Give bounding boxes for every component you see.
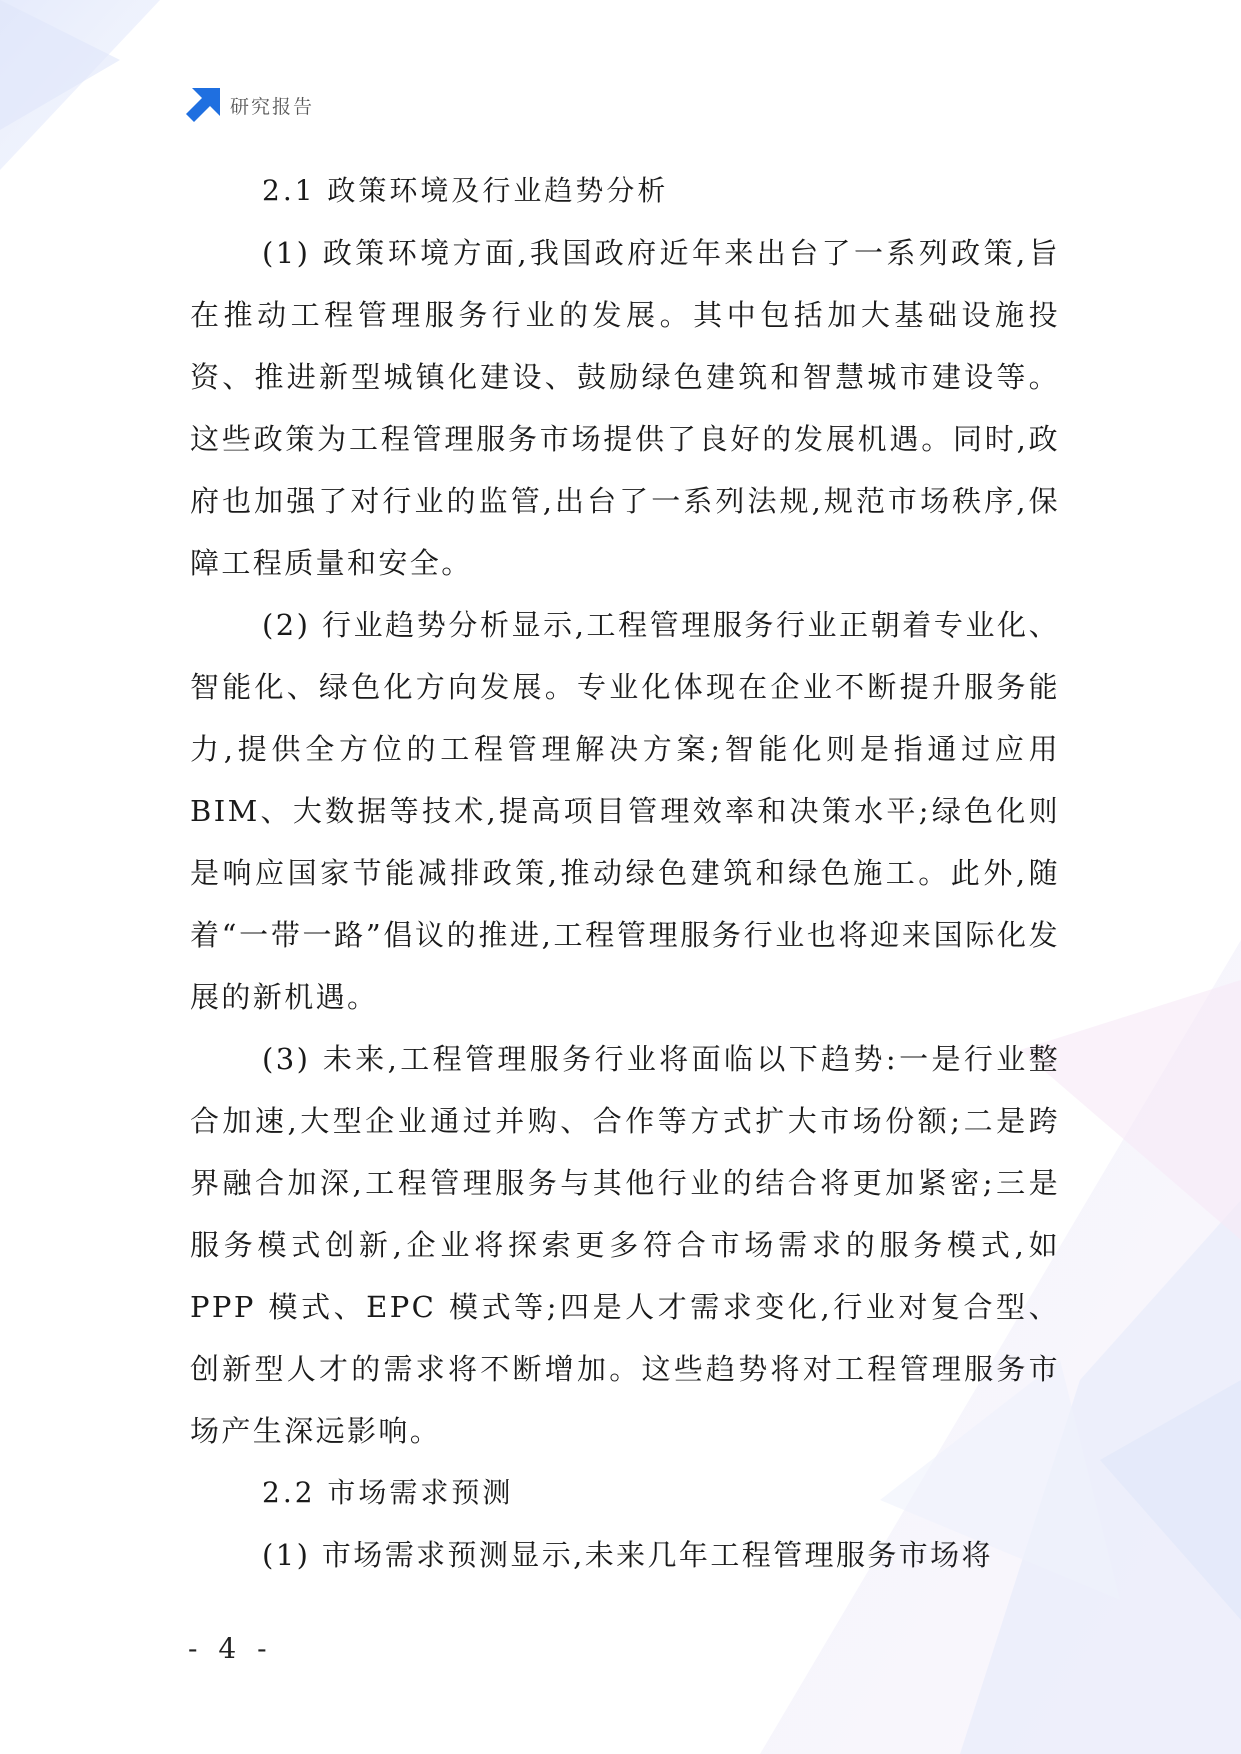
paragraph: (1) 政策环境方面,我国政府近年来出台了一系列政策,旨在推动工程管理服务行业的发展。其中包括加大基础设施投资、推进新型城镇化建设、鼓励绿色建筑和智慧城市建设等。这些政策为工程管理服务市场提供了良好的发展机遇。同时,政府也加强了对行业的监管,出台了一系列法规,规范市场秩序,保障工程质量和安全。 [190,236,1060,580]
arrow-logo-icon [186,88,220,122]
paragraph: (2) 行业趋势分析显示,工程管理服务行业正朝着专业化、智能化、绿色化方向发展。专业化体现在企业不断提升服务能力,提供全方位的工程管理解决方案;智能化则是指通过应用 BIM、大数据等技术,提高项目管理效率和决策水平;绿色化则是响应国家节能减排政策,推动绿色建筑和绿色施工。此外,随着“一带一路”倡议的推进,工程管理服务行业也将迎来国际化发展的新机遇。 [190,608,1060,1014]
report-header [186,88,314,122]
page-number: - 4 - [188,1632,273,1665]
paragraph: (3) 未来,工程管理服务行业将面临以下趋势:一是行业整合加速,大型企业通过并购、合作等方式扩大市场份额;二是跨界融合加深,工程管理服务与其他行业的结合将更加紧密;三是服务模式创新,企业将探索更多符合市场需求的服务模式,如 PPP 模式、EPC 模式等;四是人才需求变化,行业对复合型、创新型人才的需求将不断增加。这些趋势将对工程管理服务市场产生深远影响。 [190,1042,1060,1448]
header-title: 研究报告 [230,95,315,118]
section-heading: 2.2 市场需求预测 [262,1476,514,1509]
paragraph: (1) 市场需求预测显示,未来几年工程管理服务市场将 [262,1538,993,1572]
section-heading: 2.1 政策环境及行业趋势分析 [262,174,669,207]
document-body [190,160,1060,1586]
